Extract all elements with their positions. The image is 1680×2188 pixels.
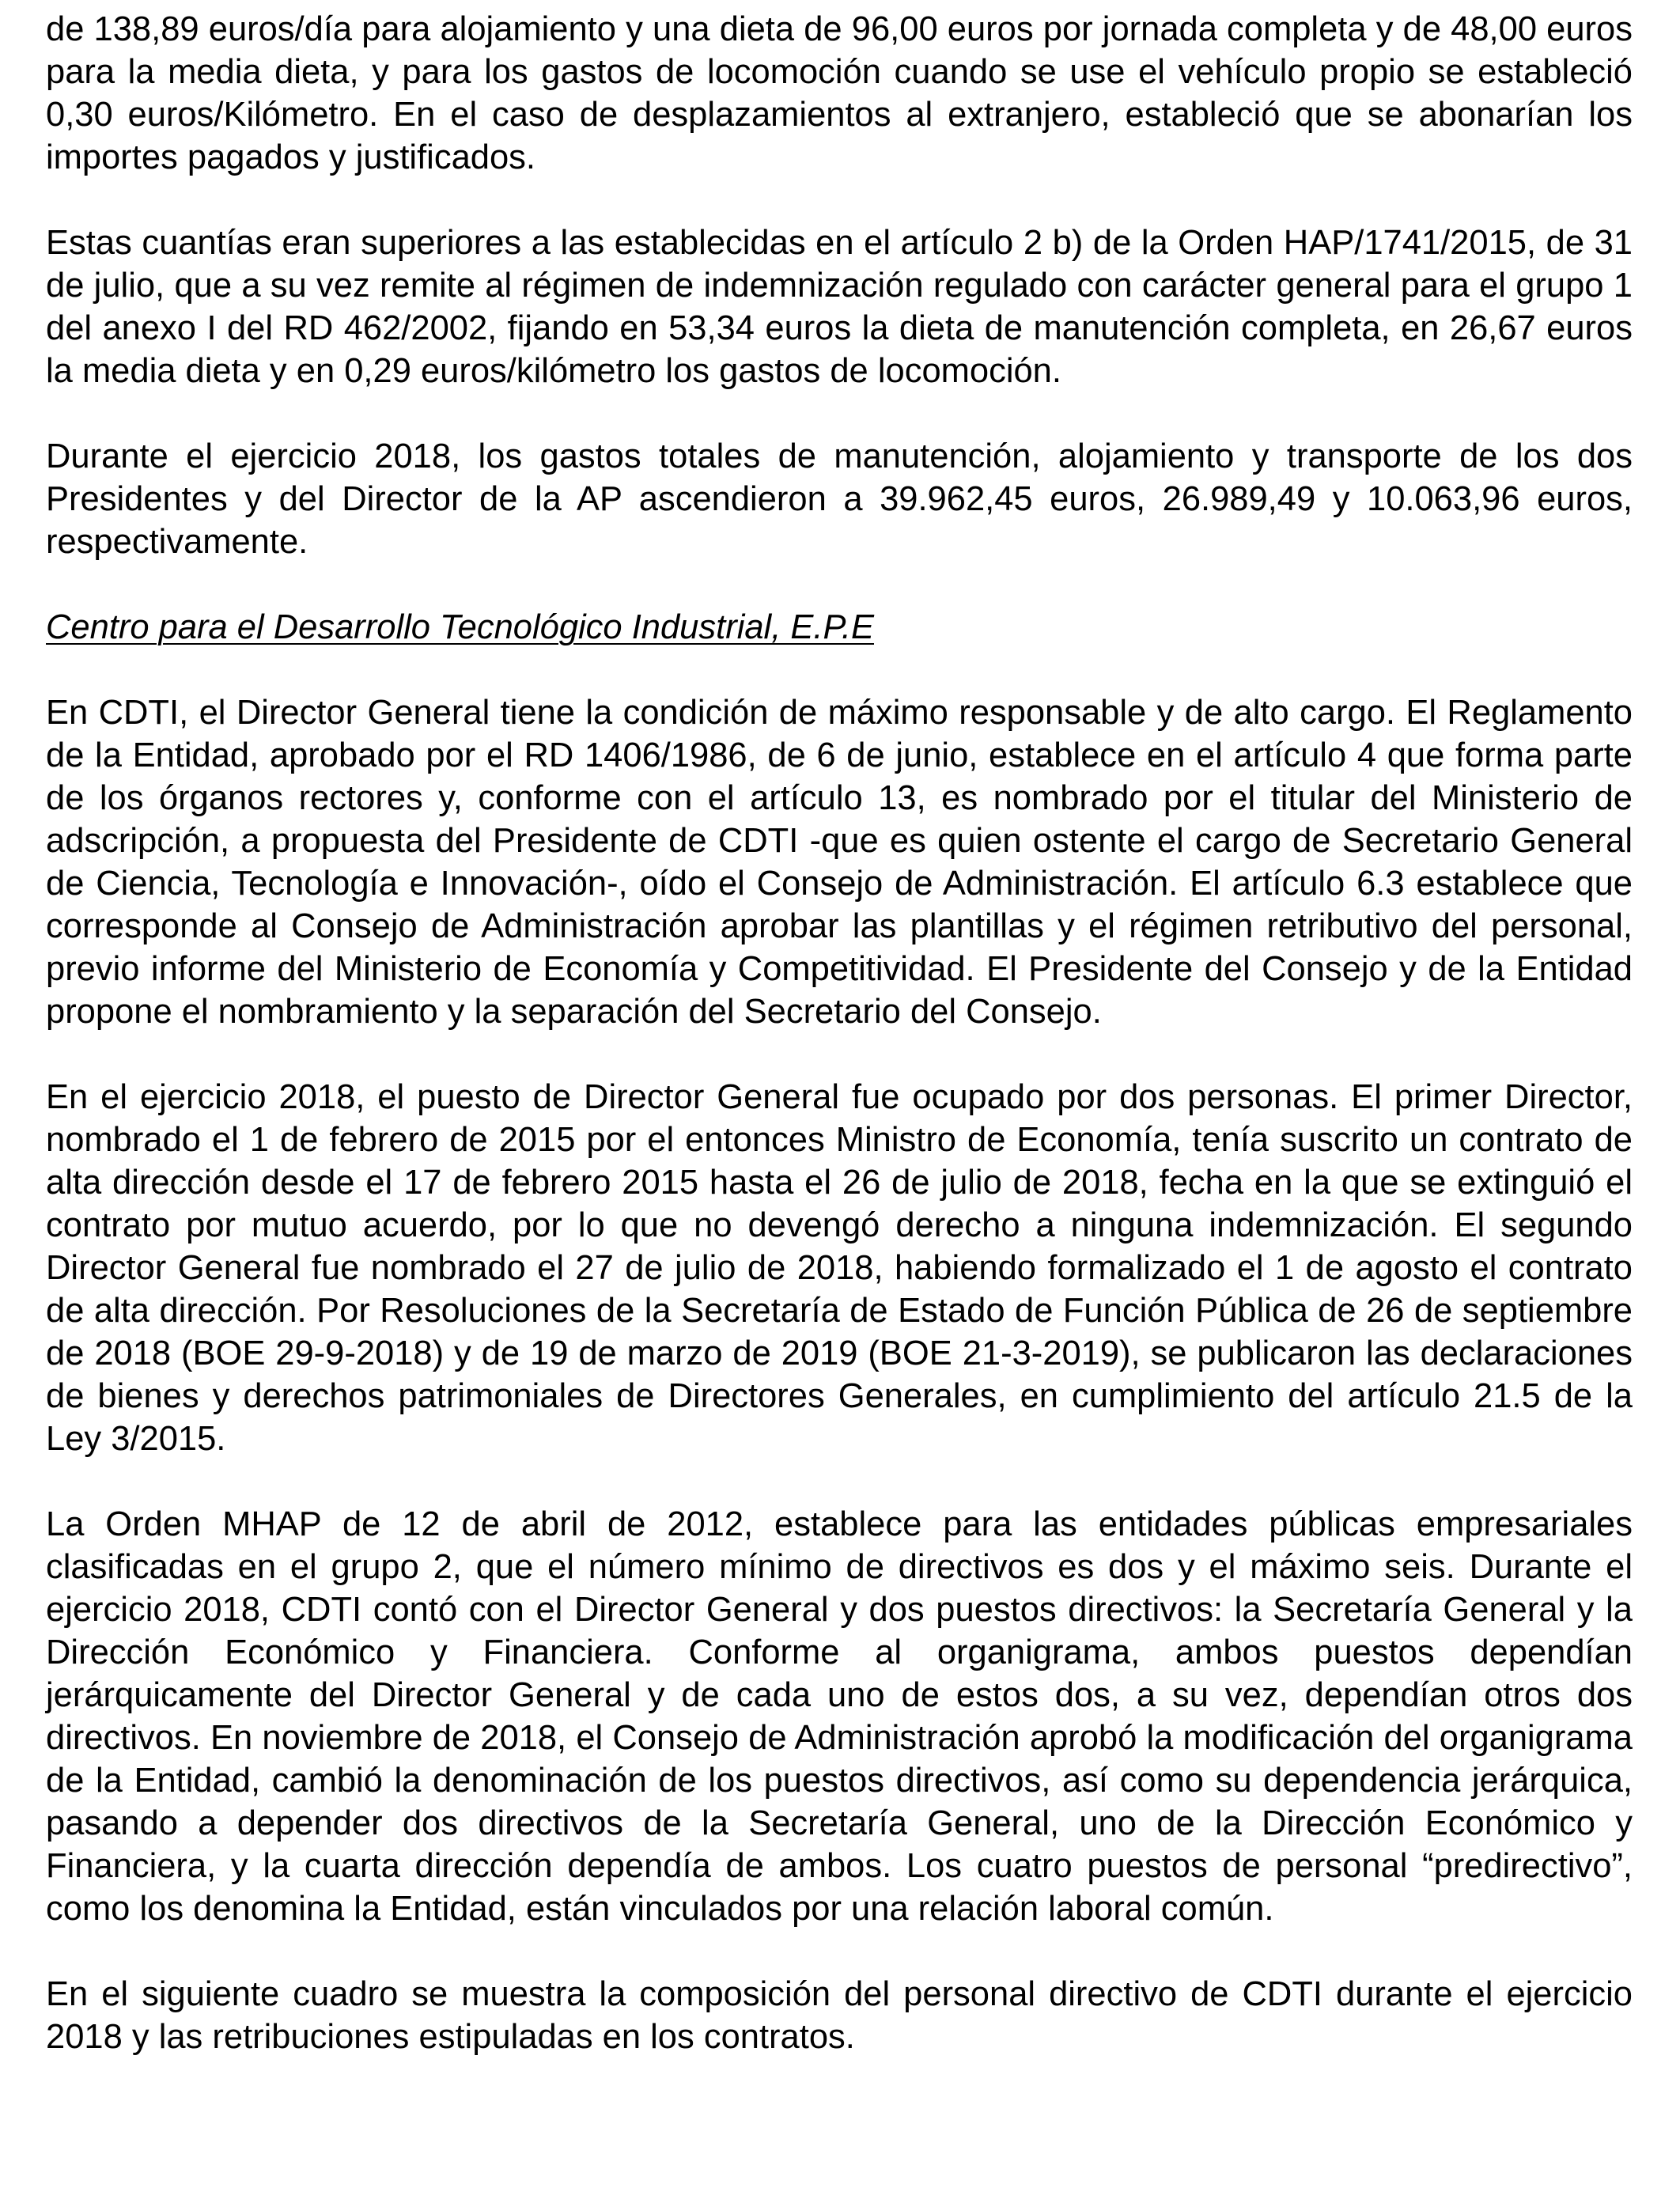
paragraph-travel-allowances: de 138,89 euros/día para alojamiento y una dieta de 96,00 euros por jornada completa y de 48,00 euros para la media dieta, y para los gastos de locomoción cuando se use el vehículo propio se estableció 0,30 euros/Kilómetro. En el caso de desplazamientos al extranjero, estableció que se abonarían los importes pagados y justificados. <box>46 10 1633 176</box>
paragraph-order-hap-comparison: Estas cuantías eran superiores a las establecidas en el artículo 2 b) de la Orden HAP/1741/2015, de 31 de julio, que a su vez remite al régimen de indemnización regulado con carácter general para el grupo 1 del anexo I del RD 462/2002, fijando en 53,34 euros la dieta de manutención completa, en 26,67 euros la media dieta y en 0,29 euros/kilómetro los gastos de locomoción. <box>46 224 1633 390</box>
paragraph-order-mhap-directives: La Orden MHAP de 12 de abril de 2012, establece para las entidades públicas empresariales clasificadas en el grupo 2, que el número mínimo de directivos es dos y el máximo seis. Durante el ejercicio 2018, CDTI contó con el Director General y dos puestos directivos: la Secretaría General y la Dirección Económico y Financiera. Conforme al organigrama, ambos puestos dependían jerárquicamente del Director General y de cada uno de estos dos, a su vez, dependían otros dos directivos. En noviembre de 2018, el Consejo de Administración aprobó la modificación del organigrama de la Entidad, cambió la denominación de los puestos directivos, así como su dependencia jerárquica, pasando a depender dos directivos de la Secretaría General, uno de la Dirección Económico y Financiera, y la cuarta dirección dependía de ambos. Los cuatro puestos de personal “predirectivo”, como los denomina la Entidad, están vinculados por una relación laboral común. <box>46 1505 1633 1928</box>
paragraph-2018-expenses: Durante el ejercicio 2018, los gastos totales de manutención, alojamiento y transporte de los dos Presidentes y del Director de la AP ascendieron a 39.962,45 euros, 26.989,49 y 10.063,96 euros, respectivamente. <box>46 437 1633 561</box>
paragraph-2018-director-position: En el ejercicio 2018, el puesto de Director General fue ocupado por dos personas. El primer Director, nombrado el 1 de febrero de 2015 por el entonces Ministro de Economía, tenía suscrito un contrato de alta dirección desde el 17 de febrero 2015 hasta el 26 de julio de 2018, fecha en la que se extinguió el contrato por mutuo acuerdo, por lo que no devengó derecho a ninguna indemnización. El segundo Director General fue nombrado el 27 de julio de 2018, habiendo formalizado el 1 de agosto el contrato de alta dirección. Por Resoluciones de la Secretaría de Estado de Función Pública de 26 de septiembre de 2018 (BOE 29-9-2018) y de 19 de marzo de 2019 (BOE 21-3-2019), se publicaron las declaraciones de bienes y derechos patrimoniales de Directores Generales, en cumplimiento del artículo 21.5 de la Ley 3/2015. <box>46 1078 1633 1458</box>
paragraph-cdti-director-general: En CDTI, el Director General tiene la condición de máximo responsable y de alto cargo. El Reglamento de la Entidad, aprobado por el RD 1406/1986, de 6 de junio, establece en el artículo 4 que forma parte de los órganos rectores y, conforme con el artículo 13, es nombrado por el titular del Ministerio de adscripción, a propuesta del Presidente de CDTI -que es quien ostente el cargo de Secretario General de Ciencia, Tecnología e Innovación-, oído el Consejo de Administración. El artículo 6.3 establece que corresponde al Consejo de Administración aprobar las plantillas y el régimen retributivo del personal, previo informe del Ministerio de Economía y Competitividad. El Presidente del Consejo y de la Entidad propone el nombramiento y la separación del Secretario del Consejo. <box>46 694 1633 1031</box>
paragraph-table-intro: En el siguiente cuadro se muestra la composición del personal directivo de CDTI durante el ejercicio 2018 y las retribuciones estipuladas en los contratos. <box>46 1975 1633 2056</box>
section-heading-cdti: Centro para el Desarrollo Tecnológico Industrial, E.P.E <box>46 608 874 646</box>
document-page <box>46 8 1633 2058</box>
